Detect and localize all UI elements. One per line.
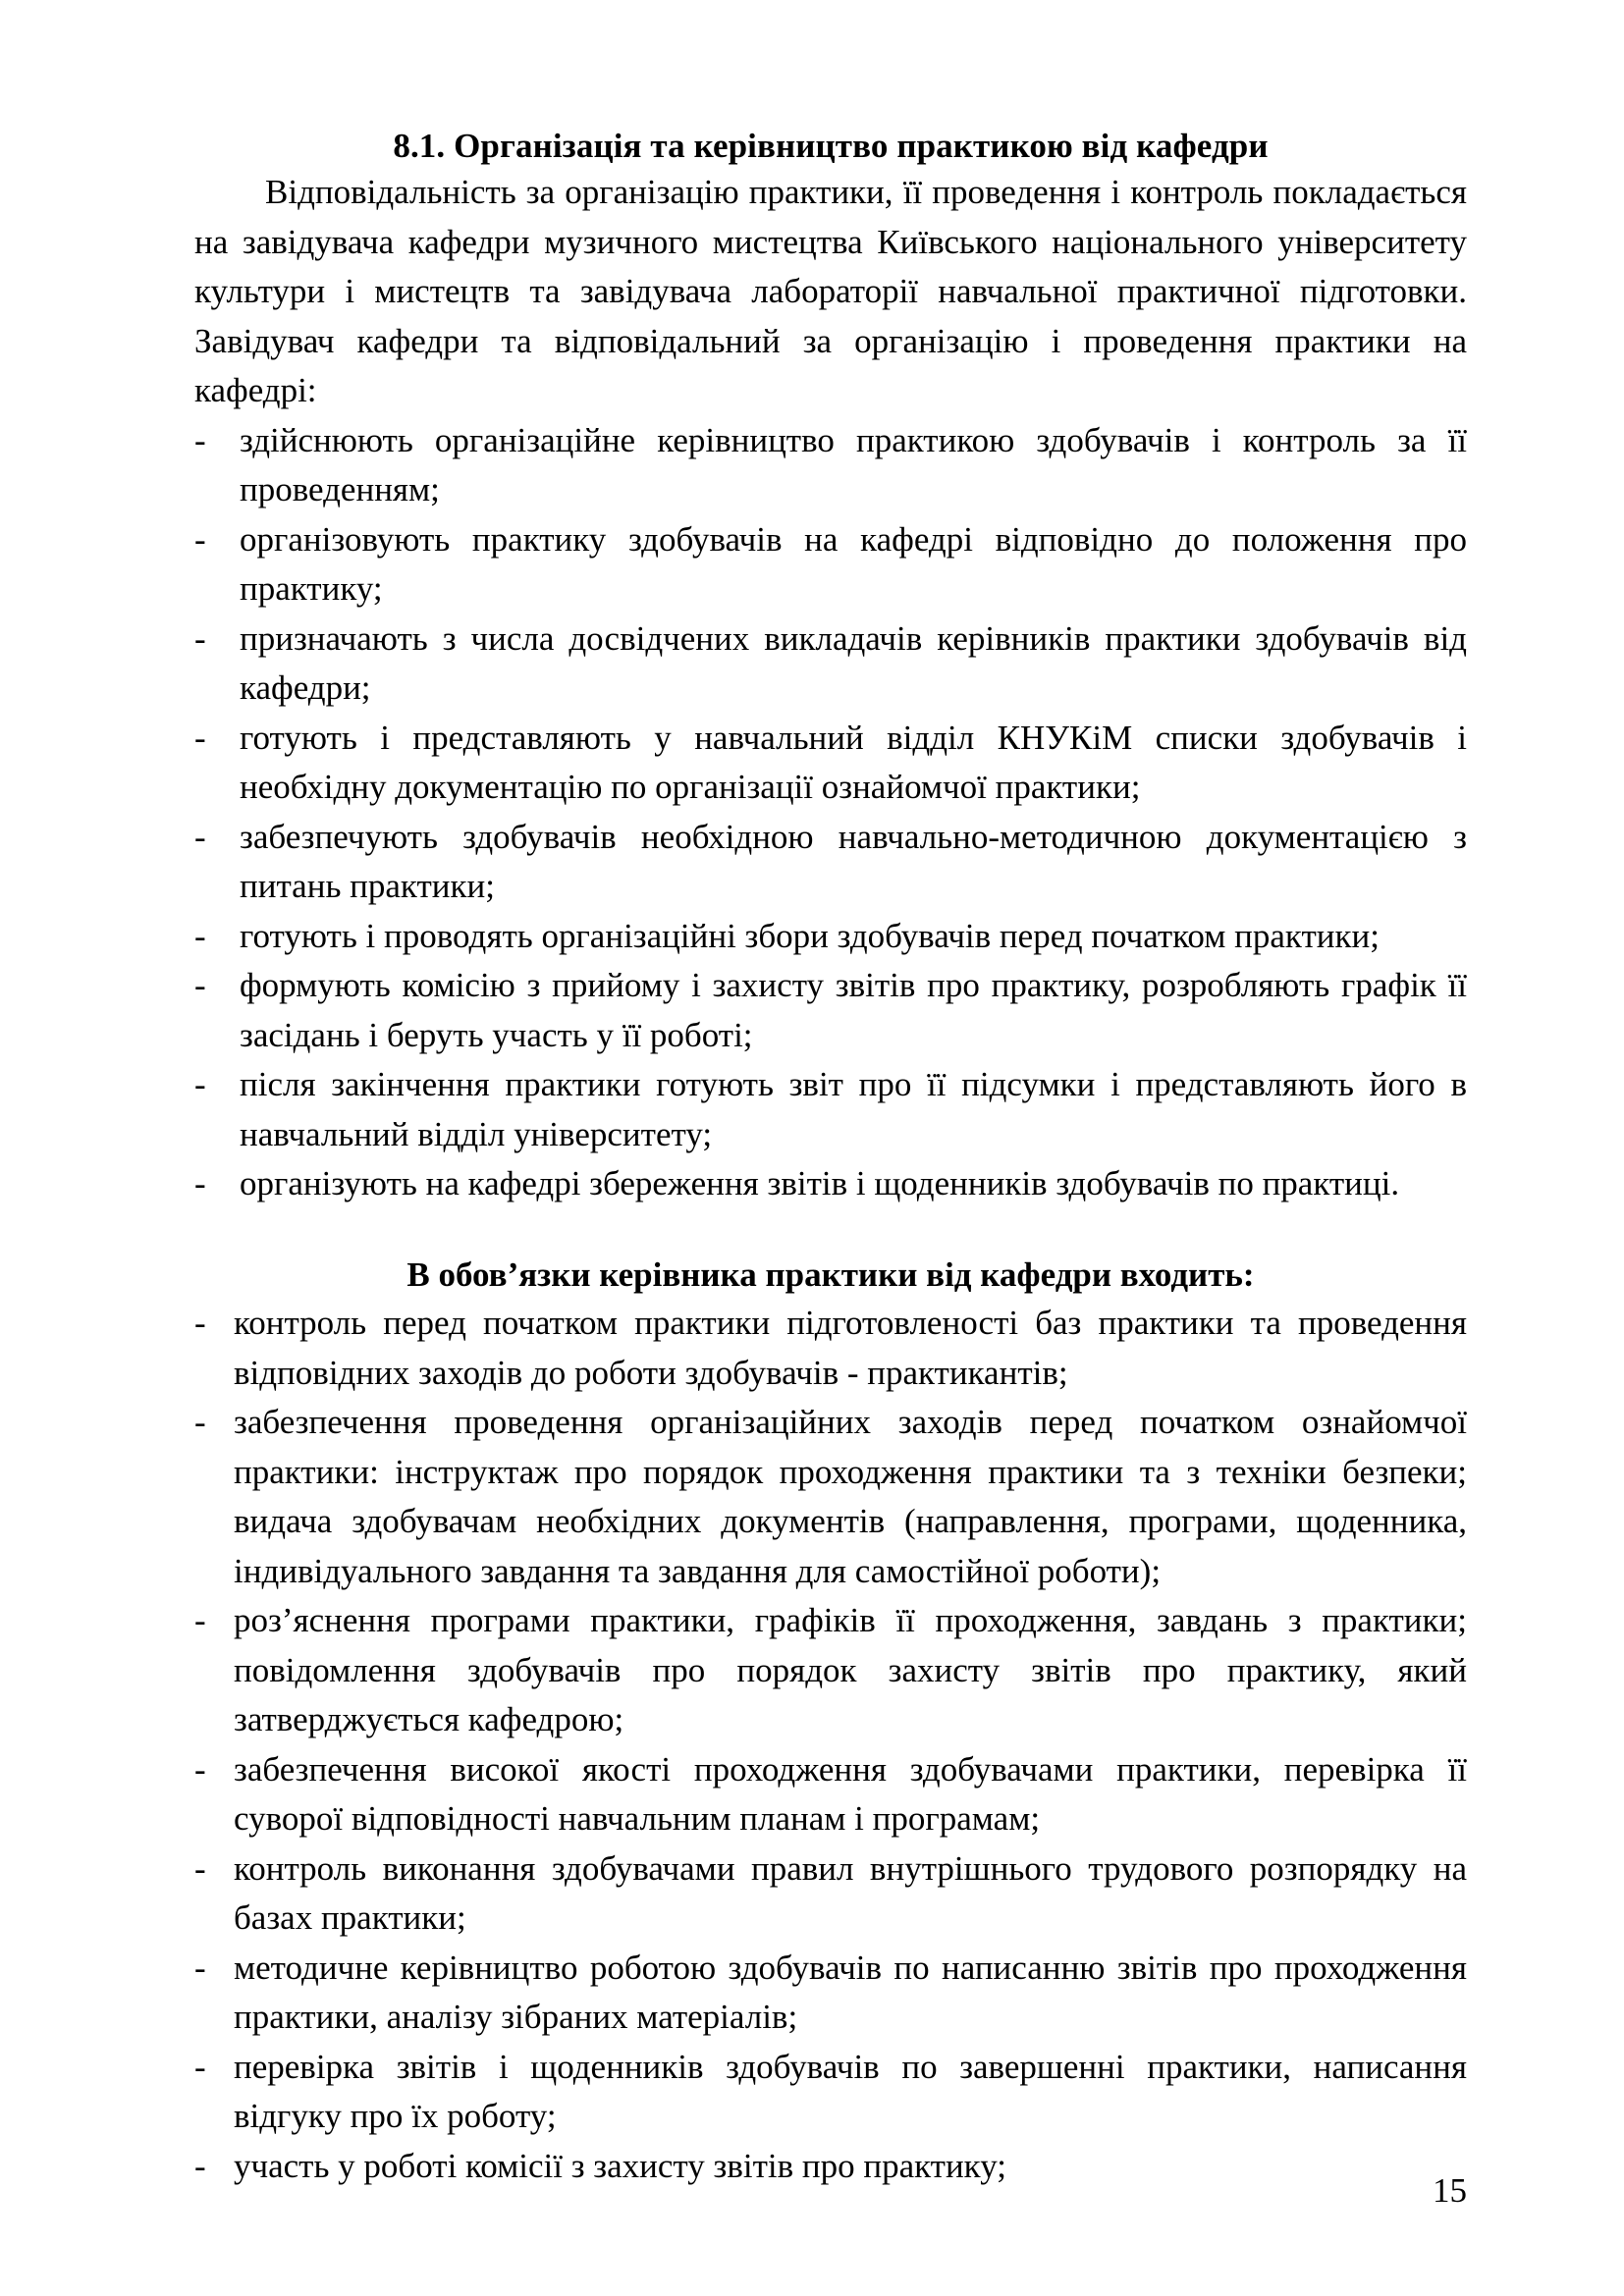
list-item-text: після закінчення практики готують звіт про її підсумки і представляють його в навчальний відділ університету;	[240, 1065, 1467, 1153]
section-heading: 8.1. Організація та керівництво практикою від кафедри	[393, 127, 1269, 165]
list-item	[194, 1398, 1467, 1596]
list-item-text: методичне керівництво роботою здобувачів по написанню звітів про проходження практики, аналізу зібраних матеріалів;	[234, 1948, 1467, 2037]
list-item	[194, 515, 1467, 614]
list-item-text: перевірка звітів і щоденників здобувачів по завершенні практики, написання відгуку про їх роботу;	[234, 2047, 1467, 2136]
supervisor-duties-list	[194, 1299, 1467, 2191]
list-item	[194, 1944, 1467, 2043]
list-item-text: готують і представляють у навчальний відділ КНУКіМ списки здобувачів і необхідну документацію по організації ознайомчої практики;	[240, 718, 1467, 807]
dash-bullet-icon: -	[194, 618, 206, 658]
list-item	[194, 614, 1467, 714]
list-item	[194, 714, 1467, 813]
list-item	[194, 1060, 1467, 1159]
list-item	[194, 961, 1467, 1060]
list-item-text: забезпечення високої якості проходження здобувачами практики, перевірка її суворої відповідності навчальним планам і програмам;	[234, 1749, 1467, 1839]
dash-bullet-icon: -	[194, 1403, 206, 1442]
dash-bullet-icon: -	[194, 1164, 206, 1203]
dash-bullet-icon: -	[194, 966, 206, 1005]
dash-bullet-icon: -	[194, 519, 206, 559]
list-item-text: організовують практику здобувачів на кафедрі відповідно до положення про практику;	[240, 519, 1467, 609]
list-item-text: контроль виконання здобувачами правил внутрішнього трудового розпорядку на базах практики;	[234, 1848, 1467, 1938]
list-item	[194, 2043, 1467, 2142]
list-item-text: організують на кафедрі збереження звітів і щоденників здобувачів по практиці.	[240, 1164, 1400, 1203]
list-item-text: призначають з числа досвідчених викладачів керівників практики здобувачів від кафедри;	[240, 618, 1467, 708]
list-item-text: забезпечення проведення організаційних заходів перед початком ознайомчої практики: інструктаж про порядок проходження практики та з техніки безпеки; видача здобувачам необхідних документів (направлення, програми, щоденника, індивідуального завдання та завдання для самостійної роботи);	[234, 1403, 1467, 1590]
list-item	[194, 2142, 1467, 2192]
dash-bullet-icon: -	[194, 1065, 206, 1104]
list-item	[194, 1745, 1467, 1844]
dash-bullet-icon: -	[194, 1749, 206, 1789]
list-item-text: забезпечують здобувачів необхідною навчально-методичною документацією з питань практики;	[240, 817, 1467, 906]
list-item-text: готують і проводять організаційні збори здобувачів перед початком практики;	[240, 916, 1380, 955]
dash-bullet-icon: -	[194, 2047, 206, 2086]
list-item-text: формують комісію з прийому і захисту звітів про практику, розробляють графік її засідань і беруть участь у її роботі;	[240, 966, 1467, 1054]
list-item-text: участь у роботі комісії з захисту звітів про практику;	[234, 2146, 1006, 2185]
dash-bullet-icon: -	[194, 2146, 206, 2185]
page-number: 15	[1433, 2171, 1467, 2210]
dash-bullet-icon: -	[194, 817, 206, 856]
list-item	[194, 416, 1467, 515]
dash-bullet-icon: -	[194, 916, 206, 955]
list-item	[194, 1596, 1467, 1745]
supervisor-duties-heading: В обов’язки керівника практики від кафедри входить:	[406, 1255, 1255, 1294]
list-item-text: роз’яснення програми практики, графіків її проходження, завдань з практики; повідомлення здобувачів про порядок захисту звітів про практику, який затверджується кафедрою;	[234, 1601, 1467, 1739]
intro-paragraph: Відповідальність за організацію практики, її проведення і контроль покладається на завідувача кафедри музичного мистецтва Київського національного університету культури і мистецтв та завідувача лабораторії навчальної практичної підготовки. Завідувач кафедри та відповідальний за організацію і проведення практики на кафедрі:	[194, 173, 1467, 410]
dash-bullet-icon: -	[194, 1948, 206, 1987]
list-item	[194, 1159, 1467, 1209]
page-content	[194, 126, 1467, 2191]
dash-bullet-icon: -	[194, 718, 206, 757]
list-item	[194, 1844, 1467, 1944]
list-item	[194, 1299, 1467, 1398]
list-item	[194, 813, 1467, 912]
list-item-text: здійснюють організаційне керівництво практикою здобувачів і контроль за її проведенням;	[240, 420, 1467, 509]
dash-bullet-icon: -	[194, 1848, 206, 1888]
section-spacer	[194, 1209, 1467, 1255]
list-item-text: контроль перед початком практики підготовленості баз практики та проведення відповідних заходів до роботи здобувачів - практикантів;	[234, 1304, 1467, 1392]
dash-bullet-icon: -	[194, 1304, 206, 1343]
dash-bullet-icon: -	[194, 1601, 206, 1640]
dash-bullet-icon: -	[194, 420, 206, 459]
list-item	[194, 912, 1467, 962]
department-duties-list	[194, 416, 1467, 1209]
